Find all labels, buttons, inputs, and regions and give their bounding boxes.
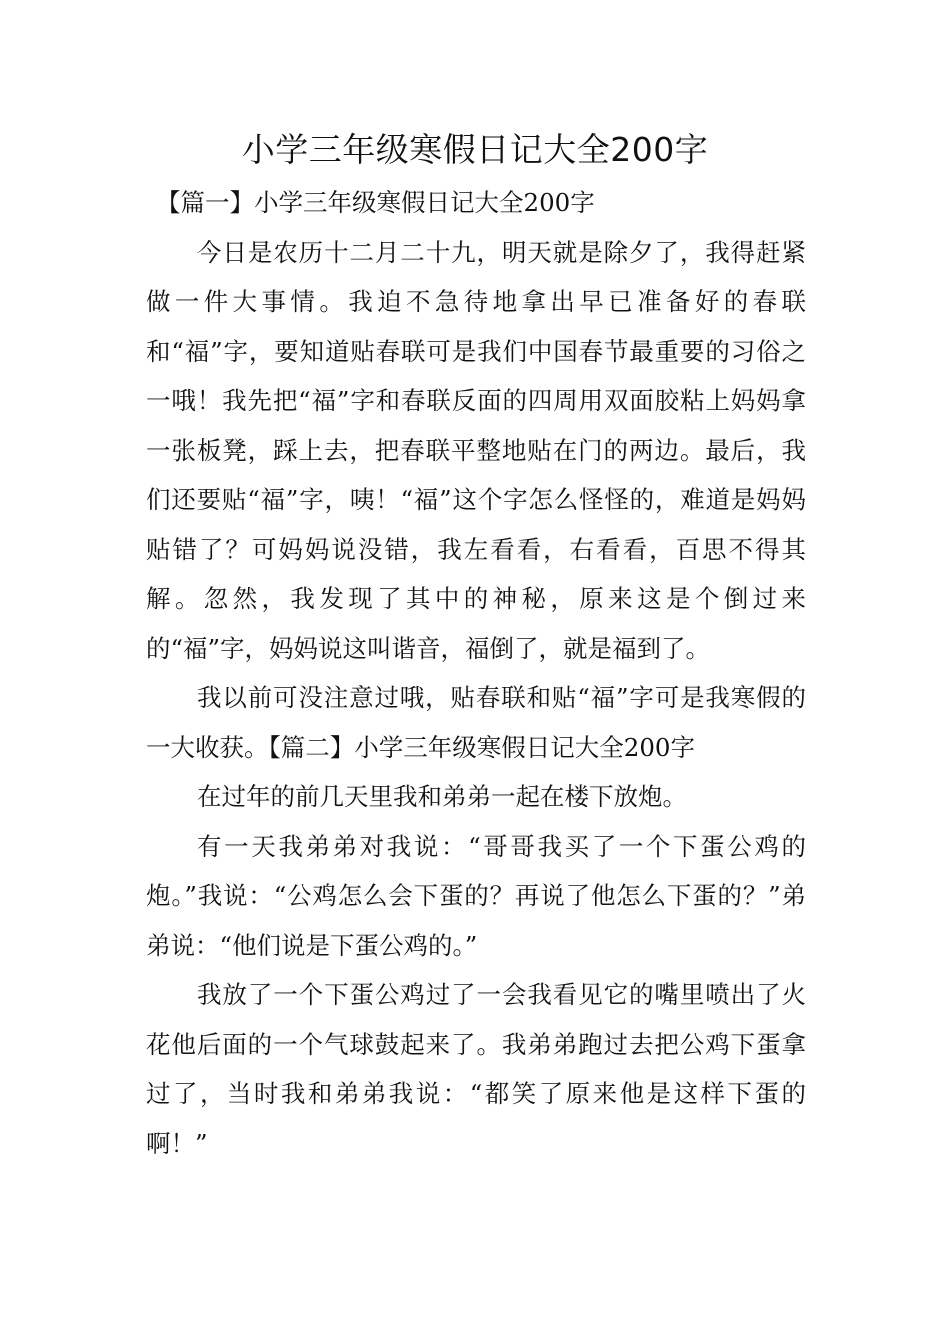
paragraph: 我放了一个下蛋公鸡过了一会我看见它的嘴里喷出了火花他后面的一个气球鼓起来了。我弟弟跑过去把公鸡下蛋拿过了，当时我和弟弟我说：“都笑了原来他是这样下蛋的啊！” (146, 980, 806, 1158)
paragraph: 在过年的前几天里我和弟弟一起在楼下放炮。 (197, 782, 687, 811)
document-title: 小学三年级寒假日记大全200字 (241, 130, 709, 169)
paragraph: 有一天我弟弟对我说：“哥哥我买了一个下蛋公鸡的炮。”我说：“公鸡怎么会下蛋的？再说了他怎么下蛋的？”弟弟说：“他们说是下蛋公鸡的。” (146, 831, 806, 960)
section-heading: 【篇一】小学三年级寒假日记大全200字 (156, 188, 595, 217)
document-body (146, 178, 806, 1168)
paragraph: 今日是农历十二月二十九，明天就是除夕了，我得赶紧做一件大事情。我迫不急待地拿出早已准备好的春联和“福”字，要知道贴春联可是我们中国春节最重要的习俗之一哦！我先把“福”字和春联反面的四周用双面胶粘上妈妈拿一张板凳，踩上去，把春联平整地贴在门的两边。最后，我们还要贴“福”字，咦！“福”这个字怎么怪怪的，难道是妈妈贴错了？可妈妈说没错，我左看看，右看看，百思不得其解。忽然，我发现了其中的神秘，原来这是个倒过来的“福”字，妈妈说这叫谐音，福倒了，就是福到了。 (146, 237, 806, 663)
paragraph: 我以前可没注意过哦，贴春联和贴“福”字可是我寒假的一大收获。【篇二】小学三年级寒假日记大全200字 (146, 683, 806, 762)
